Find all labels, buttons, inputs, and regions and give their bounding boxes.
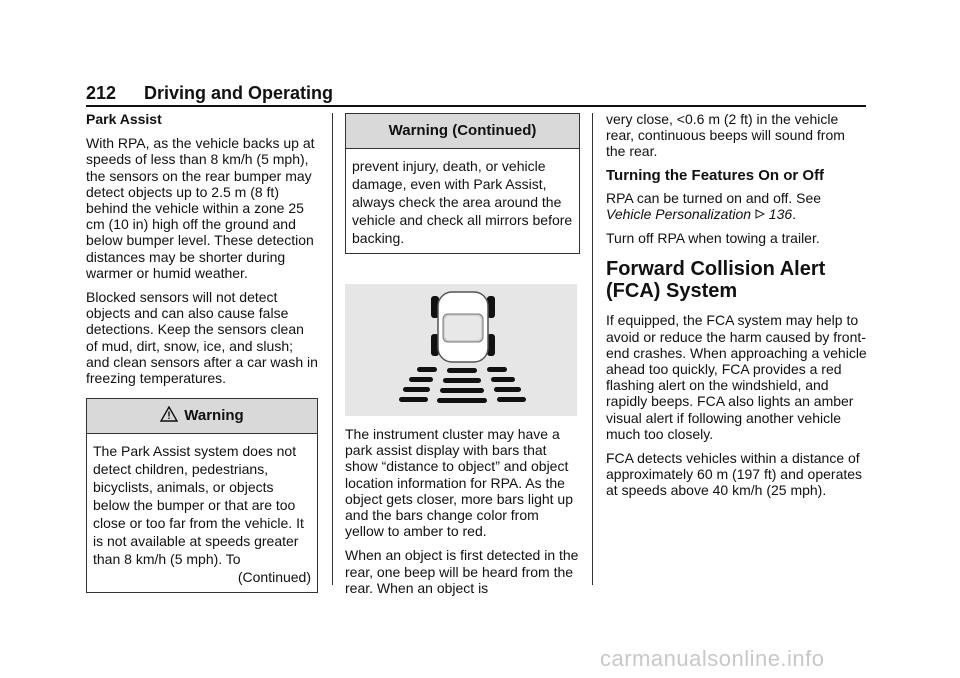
watermark: carmanualsonline.info [600,646,825,671]
warning-icon [160,406,178,426]
vehicle-personalization-link[interactable]: Vehicle Personalization [606,206,752,223]
fca-heading-line2: (FCA) System [606,280,738,303]
column-1 [86,111,318,593]
rpa-paragraph: With RPA, as the vehicle backs up at speeds of less than 8 km/h (5 mph), the sensors on the rear bumper may detect objects up to 2.5 m (8 ft) behind the vehicle within a zone 25 cm (10 in) high off the ground and below bumper level. These detection distances may be shorter during warmer or humid weather. [86,135,315,281]
rpa-toggle-paragraph: RPA can be turned on and off. See Vehicle Personalization 136. [606,189,822,223]
fca-heading-line1: Forward Collision Alert [606,258,826,281]
warning-header [87,399,317,434]
section-title: Driving and Operating [144,83,334,103]
sensors-paragraph: Blocked sensors will not detect objects and can also cause false detections. Keep the sensors clean of mud, dirt, snow, ice, and slush; and clean sensors after a car wash in freezing temperatures. [86,289,318,387]
park-assist-heading: Park Assist [86,111,162,127]
warning-text: The Park Assist system does not detect children, pedestrians, bicyclists, animals, or objects below the bumper or that are too close or too far from the vehicle. It is not available at speeds greater than 8 km/h (5 mph). To [93,443,304,568]
warning-continued-header: Warning (Continued) [346,114,579,149]
warning-body [87,434,317,592]
page-number: 212 [86,83,117,103]
park-assist-illustration [345,284,577,416]
warning-continued-box [345,113,580,254]
continued-label: (Continued) [237,569,311,586]
rpa-toggle-text: RPA can be turned on and off. See [606,189,822,206]
column-2 [345,113,580,604]
fca-intro-paragraph: If equipped, the FCA system may help to avoid or reduce the harm caused by front-end crashes. When approaching a vehicle ahead too quickly, FCA provides a red flashing alert on the windshield, and rapidly beeps. FCA also lights an amber visual alert if following another vehicle much too closely. [606,312,867,442]
park-assist-car-icon [345,284,577,416]
column-3 [606,111,868,507]
warning-continued-body: prevent injury, death, or vehicle damage, even with Park Assist, always check the area around the vehicle and check all mirrors before backing. [352,158,573,246]
turning-features-heading: Turning the Features On or Off [606,166,825,184]
column-divider-1 [332,113,333,585]
fca-detection-paragraph: FCA detects vehicles within a distance of approximately 60 m (197 ft) and operates at speeds above 40 km/h (25 mph). [606,450,863,499]
header-rule [86,105,866,107]
warning-box [86,398,318,593]
beep-paragraph: When an object is first detected in the rear, one beep will be heard from the rear. When an object is [345,547,579,596]
continuous-beeps-paragraph: very close, <0.6 m (2 ft) in the vehicle rear, continuous beeps will sound from the rear. [606,111,845,160]
column-divider-2 [592,113,593,585]
cluster-paragraph: The instrument cluster may have a park assist display with bars that show “distance to object” and object location information for RPA. As the object gets closer, more bars light up and the bars change color from yellow to amber to red. [345,426,574,540]
fca-heading [606,258,868,302]
warning-title: Warning [184,407,244,425]
towing-paragraph: Turn off RPA when towing a trailer. [606,230,820,247]
page-ref-number[interactable]: 136 [768,206,793,223]
page-ref-icon [755,206,769,222]
